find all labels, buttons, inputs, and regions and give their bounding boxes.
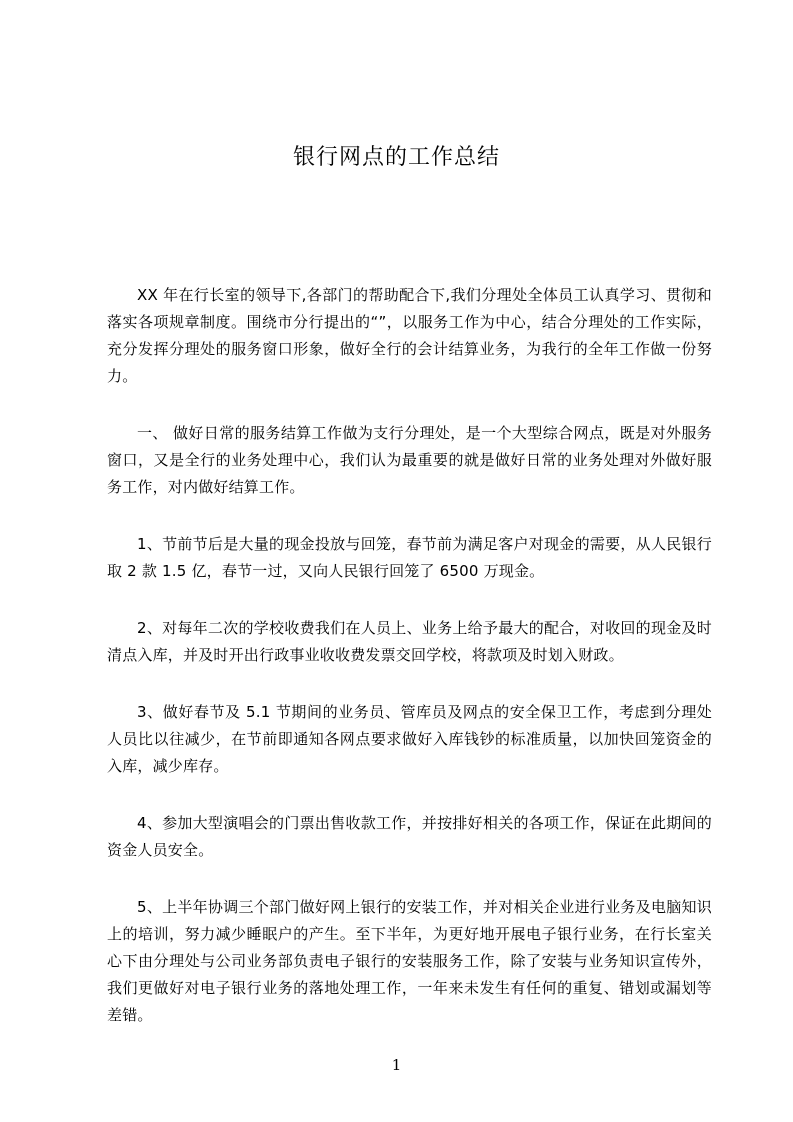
paragraph-intro: XX 年在行长室的领导下,各部门的帮助配合下,我们分理处全体员工认真学习、贯彻和落实各项规章制度。围绕市分行提出的“”，以服务工作为中心，结合分理处的工作实际，充分发挥分理处的服务窗口形象，做好全行的会计结算业务，为我行的全年工作做一份努力。 (107, 286, 712, 385)
paragraph-item-2: 2、对每年二次的学校收费我们在人员上、业务上给予最大的配合，对收回的现金及时清点入库，并及时开出行政事业收收费发票交回学校，将款项及时划入财政。 (107, 619, 712, 664)
paragraph-item-5: 5、上半年协调三个部门做好网上银行的安装工作，并对相关企业进行业务及电脑知识上的培训，努力减少睡眠户的产生。至下半年，为更好地开展电子银行业务，在行长室关心下由分理处与公司业务部负责电子银行的安装服务工作，除了安装与业务知识宣传外，我们更做好对电子银行业务的落地处理工作，一年来未发生有任何的重复、错划或漏划等差错。 (107, 898, 712, 1024)
paragraph-item-3: 3、做好春节及 5.1 节期间的业务员、管库员及网点的安全保卫工作，考虑到分理处人员比以往减少，在节前即通知各网点要求做好入库钱钞的标准质量，以加快回笼资金的入库，减少库存。 (107, 703, 712, 775)
document-title: 银行网点的工作总结 (292, 145, 500, 170)
page-number: 1 (391, 1056, 402, 1074)
paragraph-item-1: 1、节前节后是大量的现金投放与回笼，春节前为满足客户对现金的需要，从人民银行取 2 款 1.5 亿，春节一过，又向人民银行回笼了 6500 万现金。 (107, 535, 712, 580)
paragraph-item-4: 4、参加大型演唱会的门票出售收款工作，并按排好相关的各项工作，保证在此期间的资金人员安全。 (107, 814, 712, 859)
document-body (107, 282, 712, 1059)
paragraph-section-one: 一、 做好日常的服务结算工作做为支行分理处，是一个大型综合网点，既是对外服务窗口，又是全行的业务处理中心，我们认为最重要的就是做好日常的业务处理对外做好服务工作，对内做好结算工作。 (107, 424, 712, 496)
